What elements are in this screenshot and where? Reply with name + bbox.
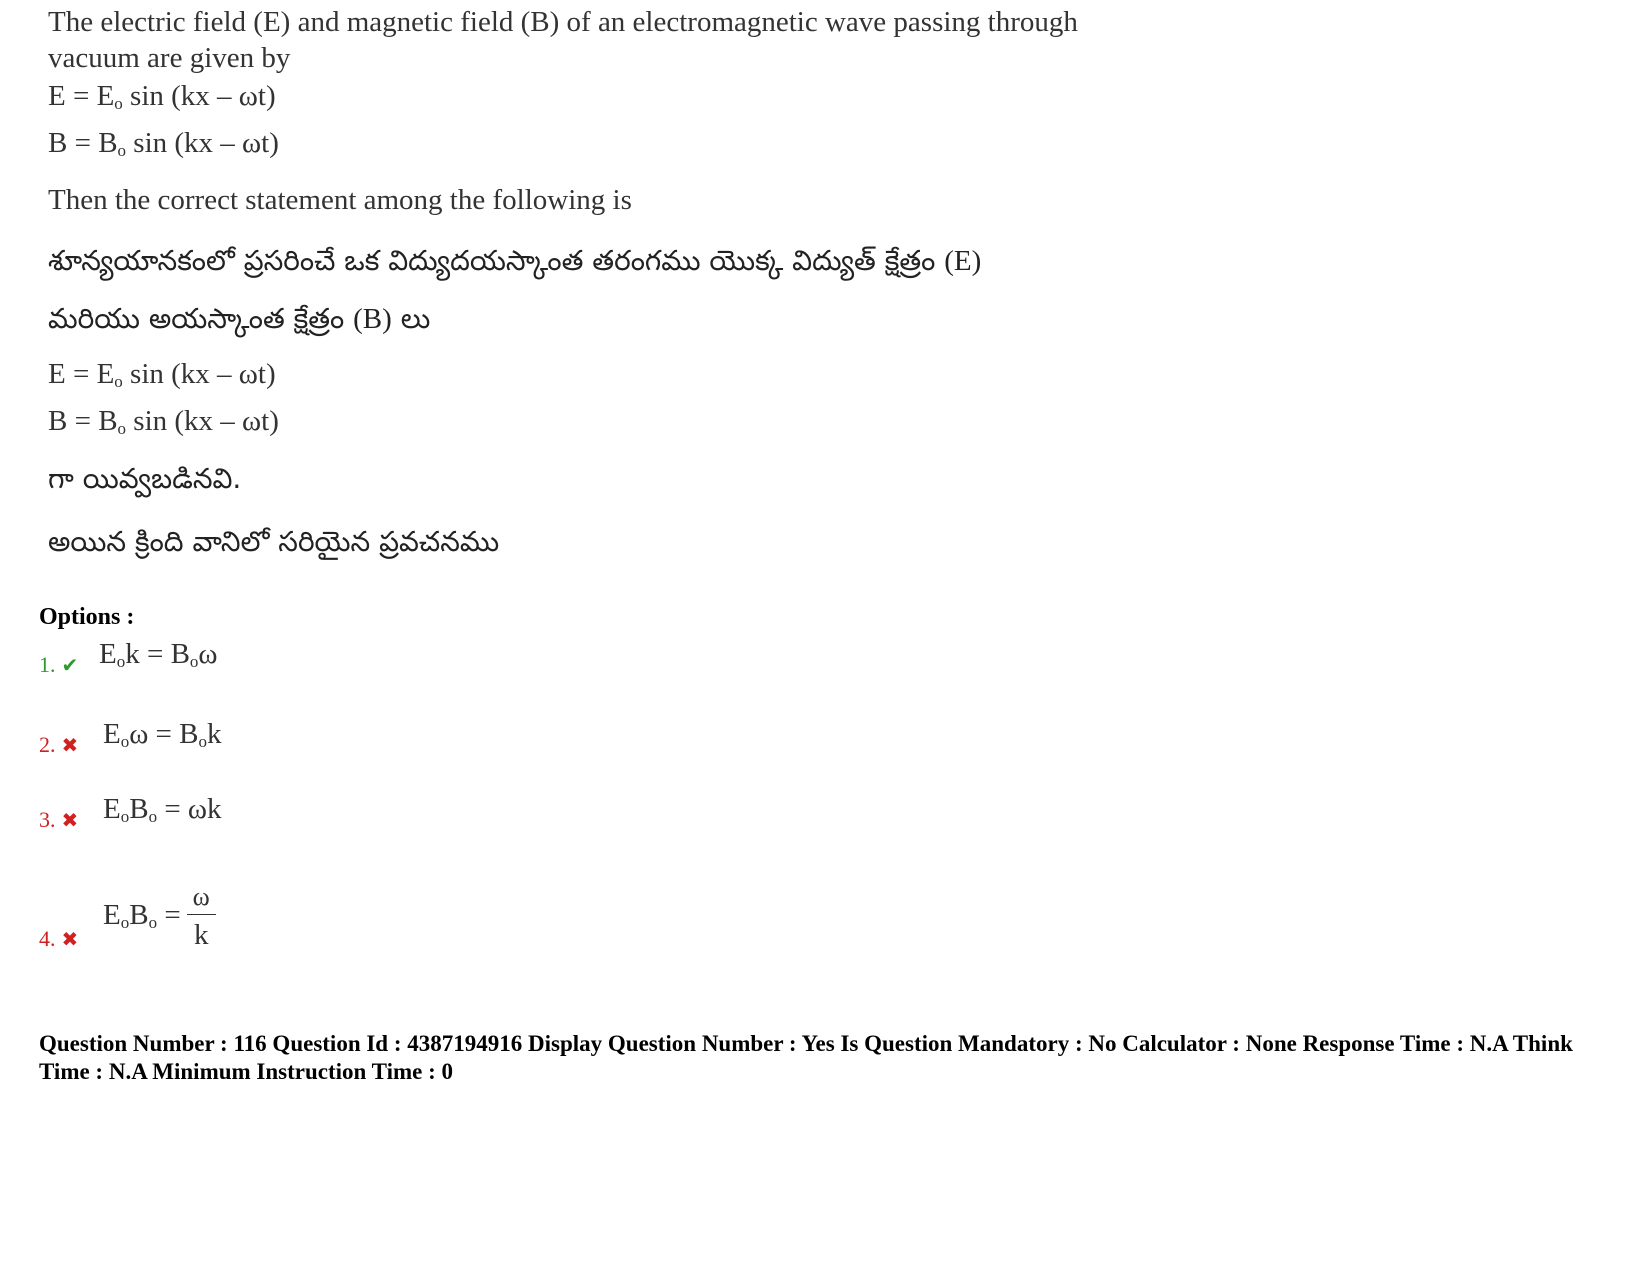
question-text-telugu-line3: గా యివ్వబడినవి. <box>48 462 242 495</box>
option-4[interactable] <box>39 882 210 952</box>
question-statement: Then the correct statement among the following is <box>48 184 632 216</box>
equation-electric-field-telugu: $E = E_o$ sin (kx – ωt) <box>48 358 276 391</box>
option-1[interactable] <box>39 638 218 678</box>
option-number: 1. <box>39 652 56 677</box>
option-3[interactable] <box>39 793 222 833</box>
cross-icon: ✖ <box>61 735 79 757</box>
equation-magnetic-field: $B = B_o$ sin (kx – ωt) <box>48 127 279 160</box>
question-text-telugu-line2: మరియు అయస్కాంత క్షేత్రం (B) లు <box>48 302 431 335</box>
cross-icon: ✖ <box>61 810 79 832</box>
options-label: Options : <box>39 604 135 630</box>
question-text-english: The electric field (E) and magnetic field (B) of an electromagnetic wave passing through vacuum are given by <box>48 6 1078 74</box>
question-text-telugu-line1: శూన్యయానకంలో ప్రసరించే ఒక విద్యుదయస్కాంత తరంగము యొక్క విద్యుత్ క్షేత్రం (E) <box>48 244 982 277</box>
equation-electric-field: $E = E_o$ sin (kx – ωt) <box>48 80 276 113</box>
fraction: $\frac{\omega}{k}$ <box>187 880 216 955</box>
option-2[interactable] <box>39 718 222 758</box>
cross-icon: ✖ <box>61 929 79 951</box>
option-number: 3. <box>39 807 56 832</box>
check-icon: ✔ <box>61 655 79 677</box>
option-formula: $E_o\omega = B_ok$ <box>103 718 222 751</box>
option-number: 2. <box>39 732 56 757</box>
option-formula: $E_oB_o = \omega k$ <box>103 793 222 826</box>
question-text-telugu-line4: అయిన క్రింది వానిలో సరియైన ప్రవచనము <box>48 525 500 558</box>
option-formula: $E_ok = B_o\omega$ <box>99 638 218 671</box>
option-formula: $E_oB_o$ = $\frac{\omega}{k}$ <box>103 880 216 955</box>
option-number: 4. <box>39 926 56 951</box>
question-metadata: Question Number : 116 Question Id : 4387194916 Display Question Number : Yes Is Question Mandatory : No Calculator : None Response Time : N.A Think Time : N.A Minimum Instruction Time : 0 <box>39 1031 1573 1084</box>
equation-magnetic-field-telugu: $B = B_o$ sin (kx – ωt) <box>48 405 279 438</box>
